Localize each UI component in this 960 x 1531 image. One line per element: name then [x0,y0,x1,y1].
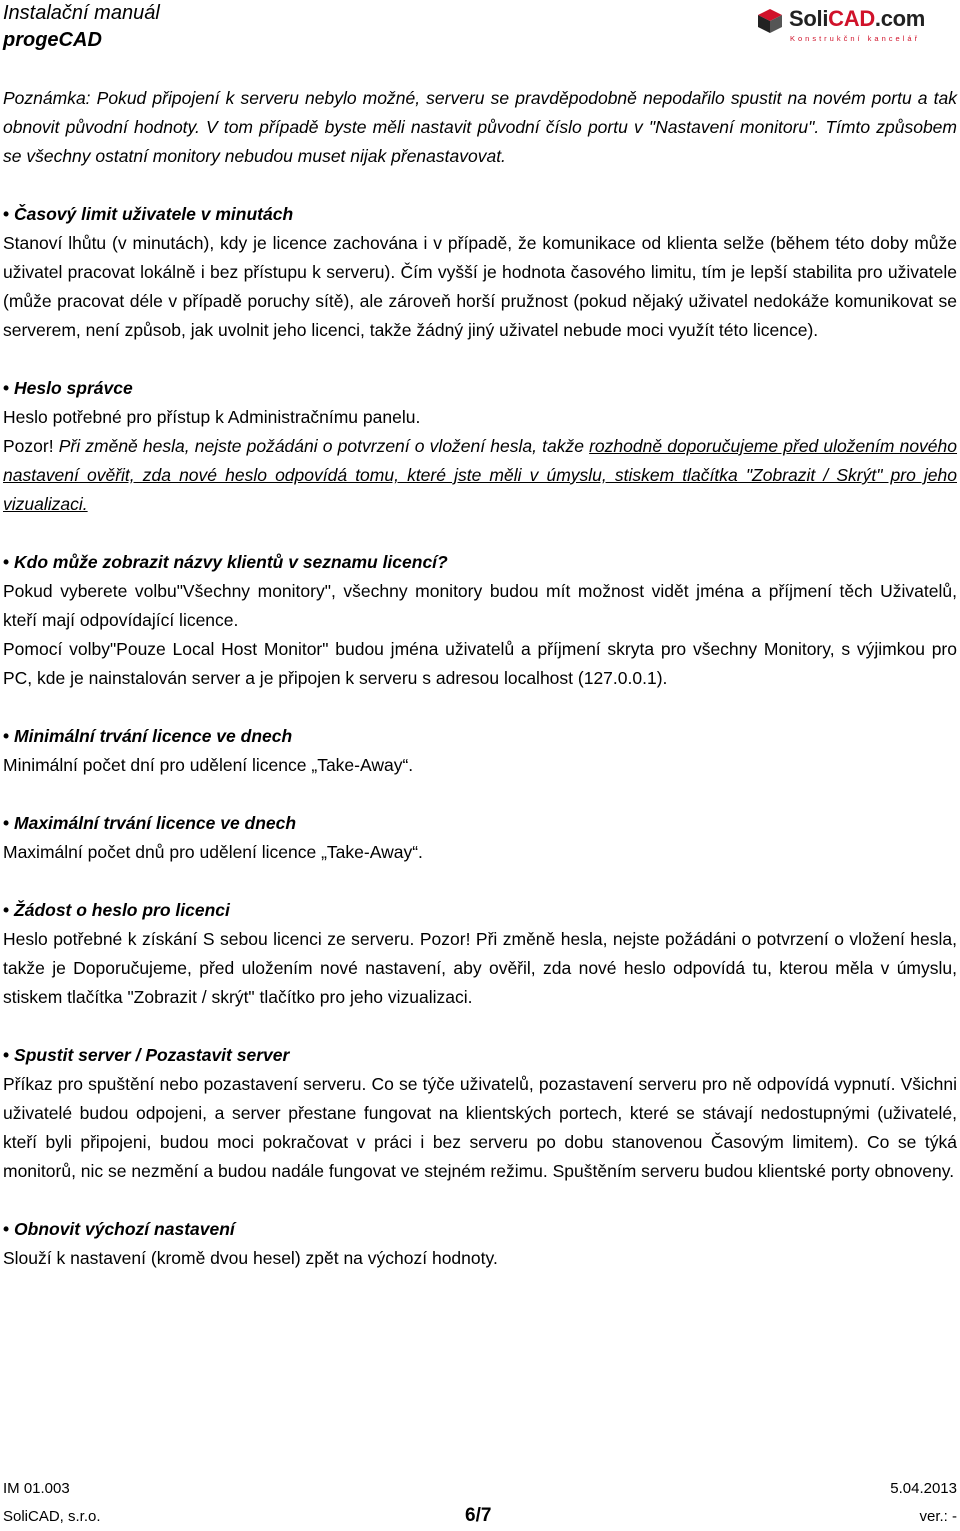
section-body-time-limit: Stanoví lhůtu (v minutách), kdy je licence zachována i v případě, že komunikace od klienta selže (během této doby může uživatel pracovat lokálně i bez přístupu k serveru). Čím vyšší je hodnota časového limitu, tím je lepší stabilita pro uživatele (může pracovat déle v případě poruchy sítě), ale zároveň horší pružnost (pokud nějaký uživatel nedokáže komunikovat se serverem, není způsob, jak uvolnit jeho licenci, takže žádný jiný uživatel nebude moci využít této licence). [3,233,957,340]
section-body-start-stop: Příkaz pro spuštění nebo pozastavení serveru. Co se týče uživatelů, pozastavení serveru pro ně odpovídá vypnutí. Všichni uživatelé budou odpojeni, a server přestane fungovat na klientských portech, které se stávají nedostupnými (uživatelé, kteří byli připojeni, budou moci pokračovat v práci i bez serveru po dobu stanovenou Časovým limitem). Co se týká monitorů, nic se nezmění a budou nadále fungovat ve stejném režimu. Spuštěním serveru budou klientské porty obnoveny. [3,1074,957,1181]
solicad-logo [757,6,945,46]
bullet-icon: • [3,1219,10,1239]
bullet-icon: • [3,813,10,833]
bullet-icon: • [3,726,10,746]
document-body [3,84,957,1273]
section-heading-start-stop: • Spustit server / Pozastavit server [3,1045,290,1065]
bullet-icon: • [3,900,10,920]
note-paragraph: Poznámka: Pokud připojení k serveru nebylo možné, serveru se pravděpodobně nepodařilo spustit na novém portu a tak obnovit původní hodnoty. V tom případě byste měli nastavit původní číslo portu v "Nastavení monitoru". Tímto způsobem se všechny ostatní monitory nebudou muset nijak přenastavovat. [3,88,957,166]
company-name: SoliCAD, s.r.o. [3,1508,101,1525]
section-body-admin-password: Heslo potřebné pro přístup k Administračnímu panelu. [3,407,421,427]
admin-password-warning: Pozor! Při změně hesla, nejste požádáni o potvrzení o vložení hesla, takže rozhodně doporučujeme před uložením nového nastavení ověřit, zda nové heslo odpovídá tomu, které jste měli v úmyslu, stiskem tlačítka "Zobrazit / Skrýt" pro jeho vizualizaci. [3,436,958,514]
section-body-client-names-1: Pokud vyberete volbu"Všechny monitory", všechny monitory budou mít možnost vidět jména a příjmení těch Uživatelů, kteří mají odpovídající licence. [3,581,957,630]
section-heading-license-password: • Žádost o heslo pro licenci [3,900,230,920]
section-heading-admin-password: • Heslo správce [3,378,133,398]
section-heading-min-duration: • Minimální trvání licence ve dnech [3,726,293,746]
bullet-icon: • [3,1045,10,1065]
section-heading-max-duration: • Maximální trvání licence ve dnech [3,813,297,833]
document-date: 5.04.2013 [890,1480,957,1497]
section-body-license-password: Heslo potřebné k získání S sebou licenci ze serveru. Pozor! Při změně hesla, nejste požádáni o potvrzení o vložení hesla, takže je Doporučujeme, před uložením nové nastavení, aby ověřil, zda nové heslo odpovídá tu, kterou měla v úmyslu, stiskem tlačítka "Zobrazit / skrýt" tlačítko pro jeho vizualizaci. [3,929,957,1007]
page-header [3,0,957,58]
logo-wordmark: SoliCAD.com [789,6,926,31]
bullet-icon: • [3,378,10,398]
section-body-max-duration: Maximální počet dnů pro udělení licence „Take-Away“. [3,842,423,862]
page-number: 6/7 [465,1505,492,1526]
page-footer [3,1474,957,1530]
section-body-min-duration: Minimální počet dní pro udělení licence „Take-Away“. [3,755,414,775]
bullet-icon: • [3,552,10,572]
bullet-icon: • [3,204,10,224]
document-version: ver.: - [919,1508,957,1525]
document-id: IM 01.003 [3,1480,70,1497]
solicad-cube-icon [757,8,783,34]
logo-subtitle: Konstrukční kancelář [790,34,921,43]
section-heading-restore-defaults: • Obnovit výchozí nastavení [3,1219,235,1239]
manual-title: Instalační manuál [3,2,160,24]
product-name: progeCAD [3,29,102,51]
section-body-restore-defaults: Slouží k nastavení (kromě dvou hesel) zpět na výchozí hodnoty. [3,1248,498,1268]
section-body-client-names-2: Pomocí volby"Pouze Local Host Monitor" budou jména uživatelů a příjmení skryta pro všechny Monitory, s výjimkou pro PC, kde je nainstalován server a je připojen k serveru s adresou localhost (127.0.0.1). [3,639,957,688]
section-heading-client-names: • Kdo může zobrazit názvy klientů v seznamu licencí? [3,552,448,572]
section-heading-time-limit: • Časový limit uživatele v minutách [3,204,294,224]
